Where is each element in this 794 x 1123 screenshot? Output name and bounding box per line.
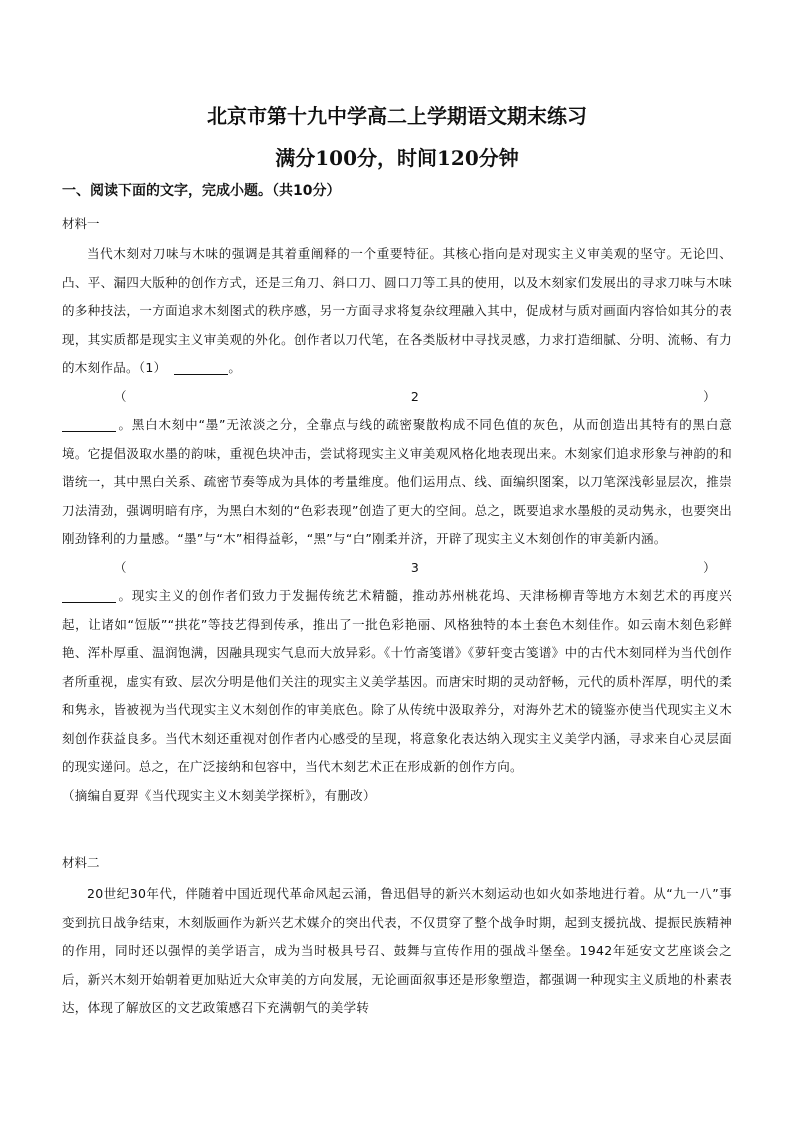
material1-paragraph-2 xyxy=(62,411,732,554)
material1-paragraph-3 xyxy=(62,582,732,782)
header-2-close: ） xyxy=(703,388,716,404)
material2-body xyxy=(62,880,732,1023)
header-3-close: ） xyxy=(703,559,716,575)
material1-paragraph-3-text: 。现实主义的创作者们致力于发掘传统艺术精髓，推动苏州桃花坞、天津杨柳青等地方木刻艺术的再度兴起，让诸如“饾版”“拱花”等技艺得到传承，推出了一批色彩艳丽、风格独特的本土套色木刻佳作。如云南木刻色彩鲜艳、浑朴厚重、温润饱满，因融具现实气息而大放异彩。《十竹斋笺谱》《萝轩变古笺谱》中的古代木刻同样为当代创作者所重视，虚实有致、层次分明是他们关注的现实主义美学基因。而唐宋时期的灵动舒畅，元代的质朴浑厚，明代的柔和隽永，皆被视为当代现实主义木刻创作的审美底色。除了从传统中汲取养分，对海外艺术的镜鉴亦使当代现实主义木刻创作获益良多。当代木刻还重视对创作者内心感受的呈现，将意象化表达纳入现实主义美学内涵，寻求来自心灵层面的现实递问。总之，在广泛接纳和包容中，当代木刻艺术正在形成新的创作方向。 xyxy=(62,588,732,774)
material2-paragraph-1: 20世纪30年代，伴随着中国近现代革命风起云涌，鲁迅倡导的新兴木刻运动也如火如荼地进行着。从“九一八”事变到抗日战争结束，木刻版画作为新兴艺术媒介的突出代表，不仅贯穿了整个战争时期，起到支援抗战、提振民族精神的作用，同时还以强悍的美学语言，成为当时极具号召、鼓舞与宣传作用的强战斗堡垒。1942年延安文艺座谈会之后，新兴木刻开始朝着更加贴近大众审美的方向发展，无论画面叙事还是形象塑造，都强调一种现实主义质地的朴素表达，体现了解放区的文艺政策感召下充满朝气的美学转 xyxy=(62,886,732,1015)
paragraph-1-end: 。 xyxy=(228,360,242,375)
section-heading: 一、阅读下面的文字，完成小题。（共10分） xyxy=(62,183,341,199)
material1-paragraph-2-text: 。黑白木刻中“墨”无浓淡之分，全靠点与线的疏密聚散构成不同色值的灰色，从而创造出其特有的黑白意境。它提倡汲取水墨的韵味，重视色块冲击，尝试将现实主义审美观风格化地表现出来。木刻家们追求形象与神韵的和谐统一，其中黑白关系、疏密节奏等成为具体的考量维度。他们运用点、线、面编织图案，以刀笔深浅彰显层次，推崇刀法清劲，强调明暗有序，为黑白木刻的“色彩表现”创造了更大的空间。总之，既要追求水墨般的灵动隽永，也要突出刚劲锋利的力量感。“墨”与“木”相得益彰，“黑”与“白”刚柔并济，开辟了现实主义木刻创作的审美新内涵。 xyxy=(62,417,732,546)
header-2-number: 2 xyxy=(410,388,420,404)
answer-blank-3[interactable] xyxy=(62,588,116,603)
header-3-open: （ xyxy=(114,559,127,575)
material1-paragraph-1 xyxy=(62,240,732,383)
page-title: 北京市第十九中学高二上学期语文期末练习 xyxy=(207,104,587,128)
page-subtitle: 满分100分，时间120分钟 xyxy=(275,146,519,170)
answer-blank-1[interactable] xyxy=(174,360,228,375)
blank-header-2 xyxy=(62,383,732,412)
material2-label: 材料二 xyxy=(62,855,100,870)
material1-body xyxy=(62,240,732,810)
header-3-number: 3 xyxy=(410,559,420,575)
source-citation: （摘编自夏羿《当代现实主义木刻美学探析》，有删改） xyxy=(62,787,376,803)
header-2-open: （ xyxy=(114,388,127,404)
material1-label: 材料一 xyxy=(62,216,100,231)
answer-blank-2[interactable] xyxy=(62,417,116,432)
material1-paragraph-1-text: 当代木刻对刀味与木味的强调是其着重阐释的一个重要特征。其核心指向是对现实主义审美观的坚守。无论凹、凸、平、漏四大版种的创作方式，还是三角刀、斜口刀、圆口刀等工具的使用，以及木刻家们发展出的寻求刀味与木味的多种技法，一方面追求木刻图式的秩序感，另一方面寻求将复杂纹理融入其中，促成材与质对画面内容恰如其分的表现，其实质都是现实主义审美观的外化。创作者以刀代笔，在各类版材中寻找灵感，力求打造细腻、分明、流畅、有力的木刻作品。（1） xyxy=(62,246,732,375)
blank-header-3 xyxy=(62,554,732,583)
